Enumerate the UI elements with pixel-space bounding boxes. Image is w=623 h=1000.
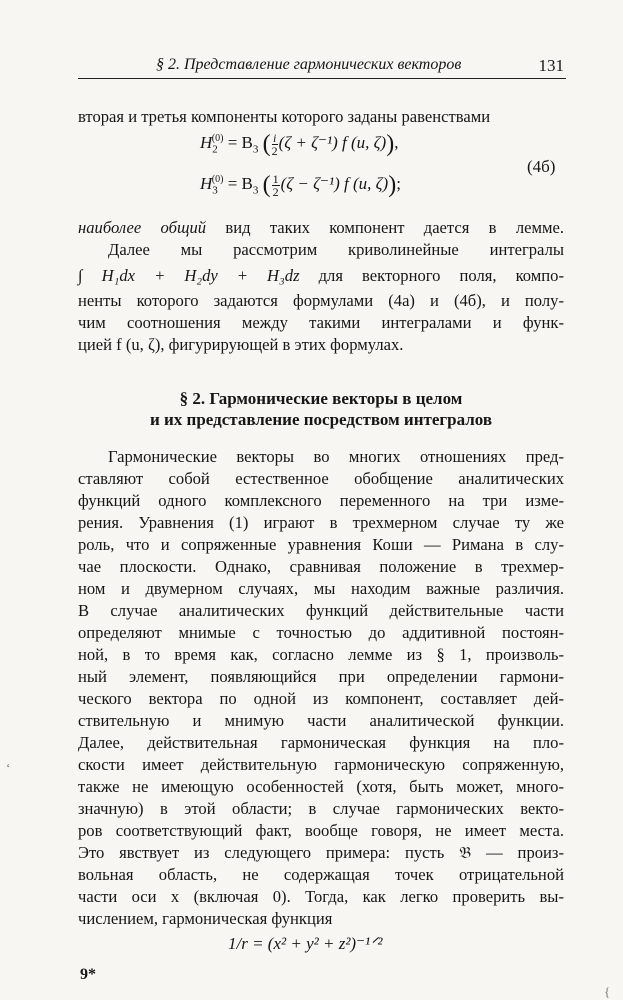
- eq-symbol: H: [200, 133, 213, 152]
- eq-subscript: 3: [252, 184, 259, 197]
- section-heading-line-2: и их представление посредством интегралов: [149, 410, 493, 429]
- eq-symbol: H: [200, 174, 213, 193]
- text-line: вольная область, не содержащая точек отрицательной: [78, 865, 564, 884]
- text-line: ной, в то время как, согласно лемме из § 1, произволь-: [78, 645, 564, 664]
- right-paren: ): [388, 172, 397, 198]
- text-line: ный элемент, появляющийся при определении гармони-: [78, 667, 564, 686]
- margin-mark: {: [604, 984, 611, 999]
- text-line: части оси x (включая 0). Тогда, как легко проверить вы-: [78, 887, 564, 906]
- equation-number: (4б): [527, 157, 556, 176]
- eq-superscript: (0): [211, 174, 224, 186]
- text-line: В случае аналитических функций действительные части: [78, 601, 564, 620]
- eq-fraction: [272, 173, 280, 198]
- text-line: [78, 265, 564, 286]
- text-line: чае плоскости. Однако, сравнивая положение в трехмер-: [78, 557, 564, 576]
- text-line: скости имеет действительную гармоническую сопряженную,: [78, 755, 564, 774]
- left-paren: (: [262, 172, 271, 198]
- margin-mark: ‘: [6, 760, 11, 775]
- text-span: для векторного поля, компо-: [318, 266, 564, 285]
- right-paren: ): [386, 131, 395, 157]
- text-line: Гармонические векторы во многих отношениях пред-: [108, 447, 564, 466]
- text-line: ствительную и мнимую части аналитической функции.: [78, 711, 564, 730]
- text-line: значную) в этой области; в случае гармонических векто-: [78, 799, 564, 818]
- text-line: цией f (u, ζ), фигурирующей в этих формулах.: [78, 335, 404, 354]
- eq-operator: = B: [227, 133, 253, 152]
- text-line: определяют мнимые с точностью до аддитивной постоян-: [78, 623, 564, 642]
- integral-expression: ∫ H₁dx + H₂dy + H₃dz: [78, 266, 300, 285]
- frac-numerator: i: [272, 130, 277, 145]
- text-line: ческого вектора по одной из компонент, составляет дей-: [78, 689, 564, 708]
- eq-body: (ζ − ζ⁻¹) f (u, ζ): [280, 174, 389, 193]
- text-line: ненты которого задаются формулами (4а) и (4б), и полу-: [78, 291, 564, 310]
- text-line: вторая и третья компоненты которого заданы равенствами: [78, 107, 491, 126]
- eq-subscript: 3: [212, 184, 218, 197]
- text-line: чим соотношения между такими интегралами и функ-: [78, 313, 564, 332]
- eq-punct: ;: [396, 174, 401, 193]
- running-header: [78, 56, 566, 79]
- frac-denominator: 2: [271, 143, 278, 158]
- text-line: функций одного комплексного переменного на три изме-: [78, 491, 564, 510]
- section-heading-line-1: § 2. Гармонические векторы в целом: [179, 389, 463, 408]
- eq-body: (ζ + ζ⁻¹) f (u, ζ): [278, 133, 387, 152]
- text-line: также не имеющую особенностей (хотя, быть может, много-: [78, 777, 564, 796]
- text-line: ставляют собой естественное обобщение аналитических: [78, 469, 564, 488]
- eq-operator: = B: [227, 174, 253, 193]
- signature-mark: 9*: [80, 966, 96, 983]
- equation-h2: [200, 131, 398, 158]
- running-header-title: § 2. Представление гармонических векторов: [156, 56, 462, 73]
- text-line: Далее мы рассмотрим криволинейные интегралы: [108, 240, 564, 259]
- page-number: 131: [538, 56, 564, 75]
- italic-phrase: наиболее общий: [78, 218, 207, 237]
- formula: 1/r = (x² + y² + z²)⁻¹ᐟ²: [228, 934, 383, 953]
- eq-superscript: (0): [211, 133, 224, 145]
- text-line: рения. Уравнения (1) играют в трехмерном случае ту же: [78, 513, 564, 532]
- text-line: Это явствует из следующего примера: пусть 𝔅 — произ-: [78, 843, 564, 862]
- frac-numerator: 1: [272, 171, 279, 186]
- equation-h3: [200, 172, 401, 199]
- text-line: числением, гармоническая функция: [78, 909, 333, 928]
- text-line: [78, 217, 564, 238]
- eq-punct: ,: [394, 133, 399, 152]
- frac-denominator: 2: [272, 184, 279, 199]
- left-paren: (: [262, 131, 271, 157]
- eq-subscript: 3: [252, 143, 259, 156]
- eq-subscript: 2: [212, 143, 218, 156]
- text-line: роль, что и сопряженные уравнения Коши — Римана в слу-: [78, 535, 564, 554]
- eq-fraction: [272, 132, 278, 157]
- text-line: Далее, действительная гармоническая функция на пло-: [78, 733, 564, 752]
- text-line: ном и двумерном случаях, мы находим важные различия.: [78, 579, 564, 598]
- text-span: вид таких компонент дается в лемме.: [225, 218, 564, 237]
- text-line: ров соответствующий факт, вообще говоря, не имеет места.: [78, 821, 564, 840]
